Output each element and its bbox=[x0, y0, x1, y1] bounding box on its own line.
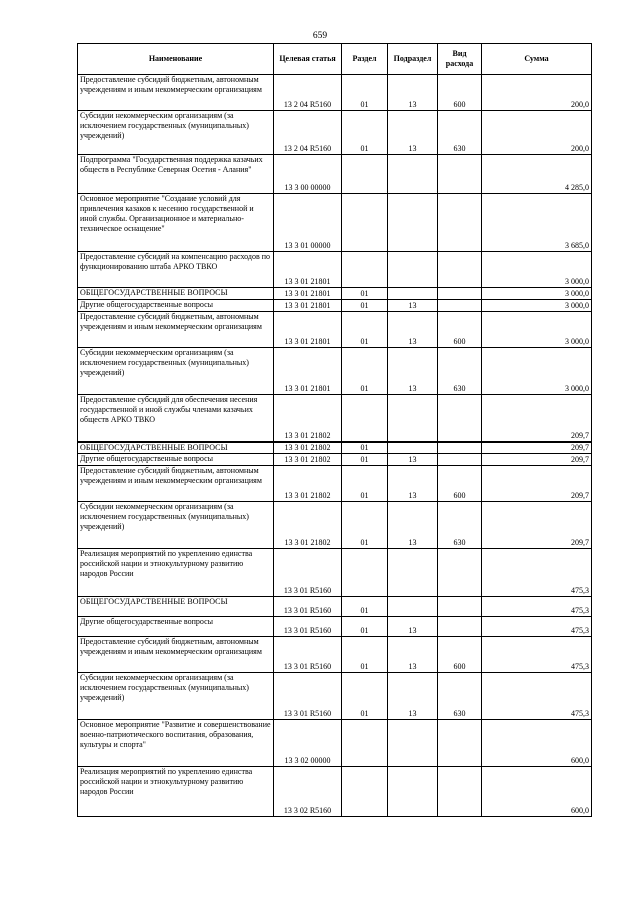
header-target: Целевая статья bbox=[274, 44, 342, 75]
cell-name: Субсидии некоммерческим организациям (за исключением государственных (муниципальных) учреждений) bbox=[78, 348, 274, 395]
cell-expense-type bbox=[438, 549, 482, 597]
cell-name: Основное мероприятие "Развитие и совершенствование военно-патриотического воспитания, образования, культуры и спорта" bbox=[78, 720, 274, 767]
cell-target: 13 3 01 21801 bbox=[274, 288, 342, 300]
cell-target: 13 3 01 21802 bbox=[274, 442, 342, 454]
cell-amount: 209,7 bbox=[482, 454, 592, 466]
cell-subsection bbox=[388, 767, 438, 817]
table-row bbox=[78, 597, 592, 617]
cell-expense-type bbox=[438, 720, 482, 767]
cell-section: 01 bbox=[342, 502, 388, 549]
cell-target: 13 3 01 00000 bbox=[274, 194, 342, 252]
cell-amount: 600,0 bbox=[482, 767, 592, 817]
cell-target: 13 2 04 R5160 bbox=[274, 111, 342, 155]
cell-subsection: 13 bbox=[388, 348, 438, 395]
cell-subsection bbox=[388, 720, 438, 767]
cell-subsection bbox=[388, 442, 438, 454]
cell-expense-type: 600 bbox=[438, 312, 482, 348]
cell-amount: 3 685,0 bbox=[482, 194, 592, 252]
budget-table bbox=[77, 43, 592, 817]
cell-subsection: 13 bbox=[388, 454, 438, 466]
cell-section: 01 bbox=[342, 312, 388, 348]
cell-subsection: 13 bbox=[388, 75, 438, 111]
table-body bbox=[78, 75, 592, 817]
cell-expense-type bbox=[438, 300, 482, 312]
cell-section bbox=[342, 252, 388, 288]
cell-name: Предоставление субсидий бюджетным, автономным учреждениям и иным некоммерческим организациям bbox=[78, 637, 274, 673]
cell-target: 13 3 02 R5160 bbox=[274, 767, 342, 817]
cell-expense-type: 630 bbox=[438, 502, 482, 549]
cell-expense-type bbox=[438, 617, 482, 637]
cell-amount: 475,3 bbox=[482, 597, 592, 617]
cell-expense-type: 600 bbox=[438, 466, 482, 502]
cell-target: 13 3 01 21801 bbox=[274, 312, 342, 348]
cell-expense-type: 630 bbox=[438, 348, 482, 395]
cell-target: 13 3 01 21801 bbox=[274, 252, 342, 288]
cell-amount: 3 000,0 bbox=[482, 252, 592, 288]
cell-expense-type: 630 bbox=[438, 673, 482, 720]
cell-expense-type bbox=[438, 252, 482, 288]
cell-subsection: 13 bbox=[388, 300, 438, 312]
table-row bbox=[78, 502, 592, 549]
cell-name: Другие общегосударственные вопросы bbox=[78, 617, 274, 637]
cell-expense-type bbox=[438, 395, 482, 442]
cell-amount: 209,7 bbox=[482, 502, 592, 549]
cell-name: Предоставление субсидий бюджетным, автономным учреждениям и иным некоммерческим организациям bbox=[78, 466, 274, 502]
cell-section: 01 bbox=[342, 300, 388, 312]
cell-amount: 475,3 bbox=[482, 549, 592, 597]
cell-name: Реализация мероприятий по укреплению единства российской нации и этнокультурному развитию народов России bbox=[78, 549, 274, 597]
cell-amount: 209,7 bbox=[482, 442, 592, 454]
cell-target: 13 3 00 00000 bbox=[274, 155, 342, 194]
cell-amount: 200,0 bbox=[482, 75, 592, 111]
cell-expense-type bbox=[438, 155, 482, 194]
cell-subsection bbox=[388, 155, 438, 194]
table-row bbox=[78, 454, 592, 466]
cell-subsection: 13 bbox=[388, 617, 438, 637]
table-row bbox=[78, 288, 592, 300]
cell-subsection bbox=[388, 597, 438, 617]
cell-expense-type bbox=[438, 194, 482, 252]
header-amount: Сумма bbox=[482, 44, 592, 75]
cell-target: 13 3 01 R5160 bbox=[274, 637, 342, 673]
cell-target: 13 2 04 R5160 bbox=[274, 75, 342, 111]
header-expense-type: Вид расхода bbox=[438, 44, 482, 75]
table-row bbox=[78, 549, 592, 597]
table-row bbox=[78, 767, 592, 817]
cell-expense-type bbox=[438, 454, 482, 466]
table-row bbox=[78, 466, 592, 502]
cell-subsection: 13 bbox=[388, 673, 438, 720]
cell-target: 13 3 01 R5160 bbox=[274, 549, 342, 597]
table-row bbox=[78, 312, 592, 348]
table-row bbox=[78, 637, 592, 673]
table-row bbox=[78, 673, 592, 720]
cell-section bbox=[342, 155, 388, 194]
cell-name: ОБЩЕГОСУДАРСТВЕННЫЕ ВОПРОСЫ bbox=[78, 442, 274, 454]
table-row bbox=[78, 111, 592, 155]
cell-target: 13 3 01 21802 bbox=[274, 454, 342, 466]
cell-section bbox=[342, 720, 388, 767]
cell-subsection bbox=[388, 395, 438, 442]
cell-subsection: 13 bbox=[388, 312, 438, 348]
cell-section: 01 bbox=[342, 466, 388, 502]
cell-name: ОБЩЕГОСУДАРСТВЕННЫЕ ВОПРОСЫ bbox=[78, 597, 274, 617]
cell-name: Предоставление субсидий для обеспечения несения государственной и иной службы членами казачьих обществ АРКО ТВКО bbox=[78, 395, 274, 442]
cell-name: Субсидии некоммерческим организациям (за исключением государственных (муниципальных) учреждений) bbox=[78, 502, 274, 549]
table-row bbox=[78, 194, 592, 252]
cell-target: 13 3 01 R5160 bbox=[274, 617, 342, 637]
cell-name: Предоставление субсидий на компенсацию расходов по функционированию штаба АРКО ТВКО bbox=[78, 252, 274, 288]
cell-expense-type bbox=[438, 288, 482, 300]
table-row bbox=[78, 75, 592, 111]
cell-name: Основное мероприятие "Создание условий для привлечения казаков к несению государственной и иной службы. Организационное и материально-техническое оснащение" bbox=[78, 194, 274, 252]
cell-section bbox=[342, 395, 388, 442]
cell-target: 13 3 01 R5160 bbox=[274, 673, 342, 720]
cell-section: 01 bbox=[342, 454, 388, 466]
page-number: 659 bbox=[312, 31, 328, 41]
cell-target: 13 3 01 21802 bbox=[274, 502, 342, 549]
cell-expense-type: 600 bbox=[438, 637, 482, 673]
cell-section: 01 bbox=[342, 75, 388, 111]
table-row bbox=[78, 720, 592, 767]
table-row bbox=[78, 395, 592, 442]
cell-section: 01 bbox=[342, 288, 388, 300]
cell-subsection: 13 bbox=[388, 466, 438, 502]
cell-section: 01 bbox=[342, 637, 388, 673]
cell-expense-type: 600 bbox=[438, 75, 482, 111]
cell-amount: 3 000,0 bbox=[482, 288, 592, 300]
cell-amount: 475,3 bbox=[482, 617, 592, 637]
header-name: Наименование bbox=[78, 44, 274, 75]
cell-subsection bbox=[388, 252, 438, 288]
cell-amount: 200,0 bbox=[482, 111, 592, 155]
header-subsection: Подраздел bbox=[388, 44, 438, 75]
cell-name: Субсидии некоммерческим организациям (за исключением государственных (муниципальных) учреждений) bbox=[78, 111, 274, 155]
table-row bbox=[78, 155, 592, 194]
cell-name: Предоставление субсидий бюджетным, автономным учреждениям и иным некоммерческим организациям bbox=[78, 75, 274, 111]
cell-section: 01 bbox=[342, 673, 388, 720]
cell-section: 01 bbox=[342, 597, 388, 617]
cell-section bbox=[342, 549, 388, 597]
cell-name: ОБЩЕГОСУДАРСТВЕННЫЕ ВОПРОСЫ bbox=[78, 288, 274, 300]
cell-amount: 475,3 bbox=[482, 637, 592, 673]
cell-target: 13 3 01 21801 bbox=[274, 348, 342, 395]
cell-amount: 209,7 bbox=[482, 466, 592, 502]
table-row bbox=[78, 348, 592, 395]
cell-section: 01 bbox=[342, 111, 388, 155]
cell-amount: 4 285,0 bbox=[482, 155, 592, 194]
cell-amount: 3 000,0 bbox=[482, 348, 592, 395]
cell-target: 13 3 01 21802 bbox=[274, 466, 342, 502]
header-section: Раздел bbox=[342, 44, 388, 75]
cell-name: Другие общегосударственные вопросы bbox=[78, 454, 274, 466]
cell-section bbox=[342, 194, 388, 252]
cell-section: 01 bbox=[342, 442, 388, 454]
cell-section: 01 bbox=[342, 617, 388, 637]
cell-subsection bbox=[388, 288, 438, 300]
cell-target: 13 3 02 00000 bbox=[274, 720, 342, 767]
cell-subsection: 13 bbox=[388, 637, 438, 673]
cell-name: Субсидии некоммерческим организациям (за исключением государственных (муниципальных) учреждений) bbox=[78, 673, 274, 720]
table-header-row bbox=[78, 44, 592, 75]
cell-amount: 3 000,0 bbox=[482, 312, 592, 348]
cell-section bbox=[342, 767, 388, 817]
cell-section: 01 bbox=[342, 348, 388, 395]
table-row bbox=[78, 252, 592, 288]
cell-subsection bbox=[388, 194, 438, 252]
cell-subsection: 13 bbox=[388, 111, 438, 155]
table-row bbox=[78, 442, 592, 454]
cell-amount: 209,7 bbox=[482, 395, 592, 442]
cell-target: 13 3 01 21801 bbox=[274, 300, 342, 312]
cell-subsection bbox=[388, 549, 438, 597]
cell-name: Другие общегосударственные вопросы bbox=[78, 300, 274, 312]
cell-target: 13 3 01 21802 bbox=[274, 395, 342, 442]
cell-amount: 475,3 bbox=[482, 673, 592, 720]
cell-amount: 3 000,0 bbox=[482, 300, 592, 312]
cell-name: Реализация мероприятий по укреплению единства российской нации и этнокультурному развитию народов России bbox=[78, 767, 274, 817]
table-row bbox=[78, 617, 592, 637]
cell-target: 13 3 01 R5160 bbox=[274, 597, 342, 617]
cell-expense-type bbox=[438, 767, 482, 817]
table-row bbox=[78, 300, 592, 312]
cell-subsection: 13 bbox=[388, 502, 438, 549]
cell-name: Подпрограмма "Государственная поддержка казачьих обществ в Республике Северная Осетия - Алания" bbox=[78, 155, 274, 194]
cell-expense-type bbox=[438, 442, 482, 454]
cell-expense-type: 630 bbox=[438, 111, 482, 155]
cell-expense-type bbox=[438, 597, 482, 617]
cell-amount: 600,0 bbox=[482, 720, 592, 767]
cell-name: Предоставление субсидий бюджетным, автономным учреждениям и иным некоммерческим организациям bbox=[78, 312, 274, 348]
